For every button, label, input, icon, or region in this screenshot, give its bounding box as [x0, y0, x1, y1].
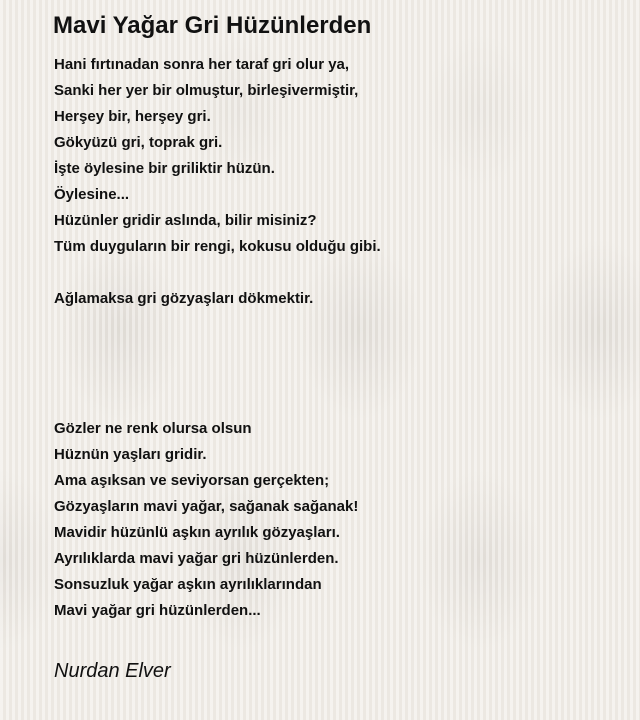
poem-line: Sanki her yer bir olmuştur, birleşivermiştir,	[54, 82, 359, 99]
poem-line: Ayrılıklarda mavi yağar gri hüzünlerden.	[54, 550, 339, 567]
poem-line: Mavi yağar gri hüzünlerden...	[54, 602, 261, 619]
poem-blank-line	[54, 312, 614, 338]
poem-line: Herşey bir, herşey gri.	[54, 108, 211, 125]
poem-line: Öylesine...	[54, 186, 130, 203]
poem-line: İşte öylesine bir griliktir hüzün.	[54, 160, 275, 177]
poem-blank-line	[54, 260, 614, 286]
poem-line: Sonsuzluk yağar aşkın ayrılıklarından	[54, 576, 322, 593]
poem-author: Nurdan Elver	[54, 660, 171, 682]
poem-line: Hüznün yaşları gridir.	[54, 446, 207, 463]
poem-line: Gözyaşların mavi yağar, sağanak sağanak!	[54, 498, 359, 515]
poem-line: Hüzünler gridir aslında, bilir misiniz?	[54, 212, 317, 229]
poem-blank-line	[54, 390, 614, 416]
poem-line: Gökyüzü gri, toprak gri.	[54, 134, 223, 151]
poem-line: Mavidir hüzünlü aşkın ayrılık gözyaşları.	[54, 524, 340, 541]
poem-blank-line	[54, 338, 614, 364]
poem-line: Gözler ne renk olursa olsun	[54, 420, 252, 437]
poem-line: Tüm duyguların bir rengi, kokusu olduğu gibi.	[54, 238, 381, 255]
poem-line: Ama aşıksan ve seviyorsan gerçekten;	[54, 472, 330, 489]
poem-body	[54, 52, 614, 624]
poem-blank-line	[54, 364, 614, 390]
poem-line: Hani fırtınadan sonra her taraf gri olur ya,	[54, 56, 350, 73]
poem-line: Ağlamaksa gri gözyaşları dökmektir.	[54, 290, 314, 307]
poem-title: Mavi Yağar Gri Hüzünlerden	[53, 12, 372, 39]
